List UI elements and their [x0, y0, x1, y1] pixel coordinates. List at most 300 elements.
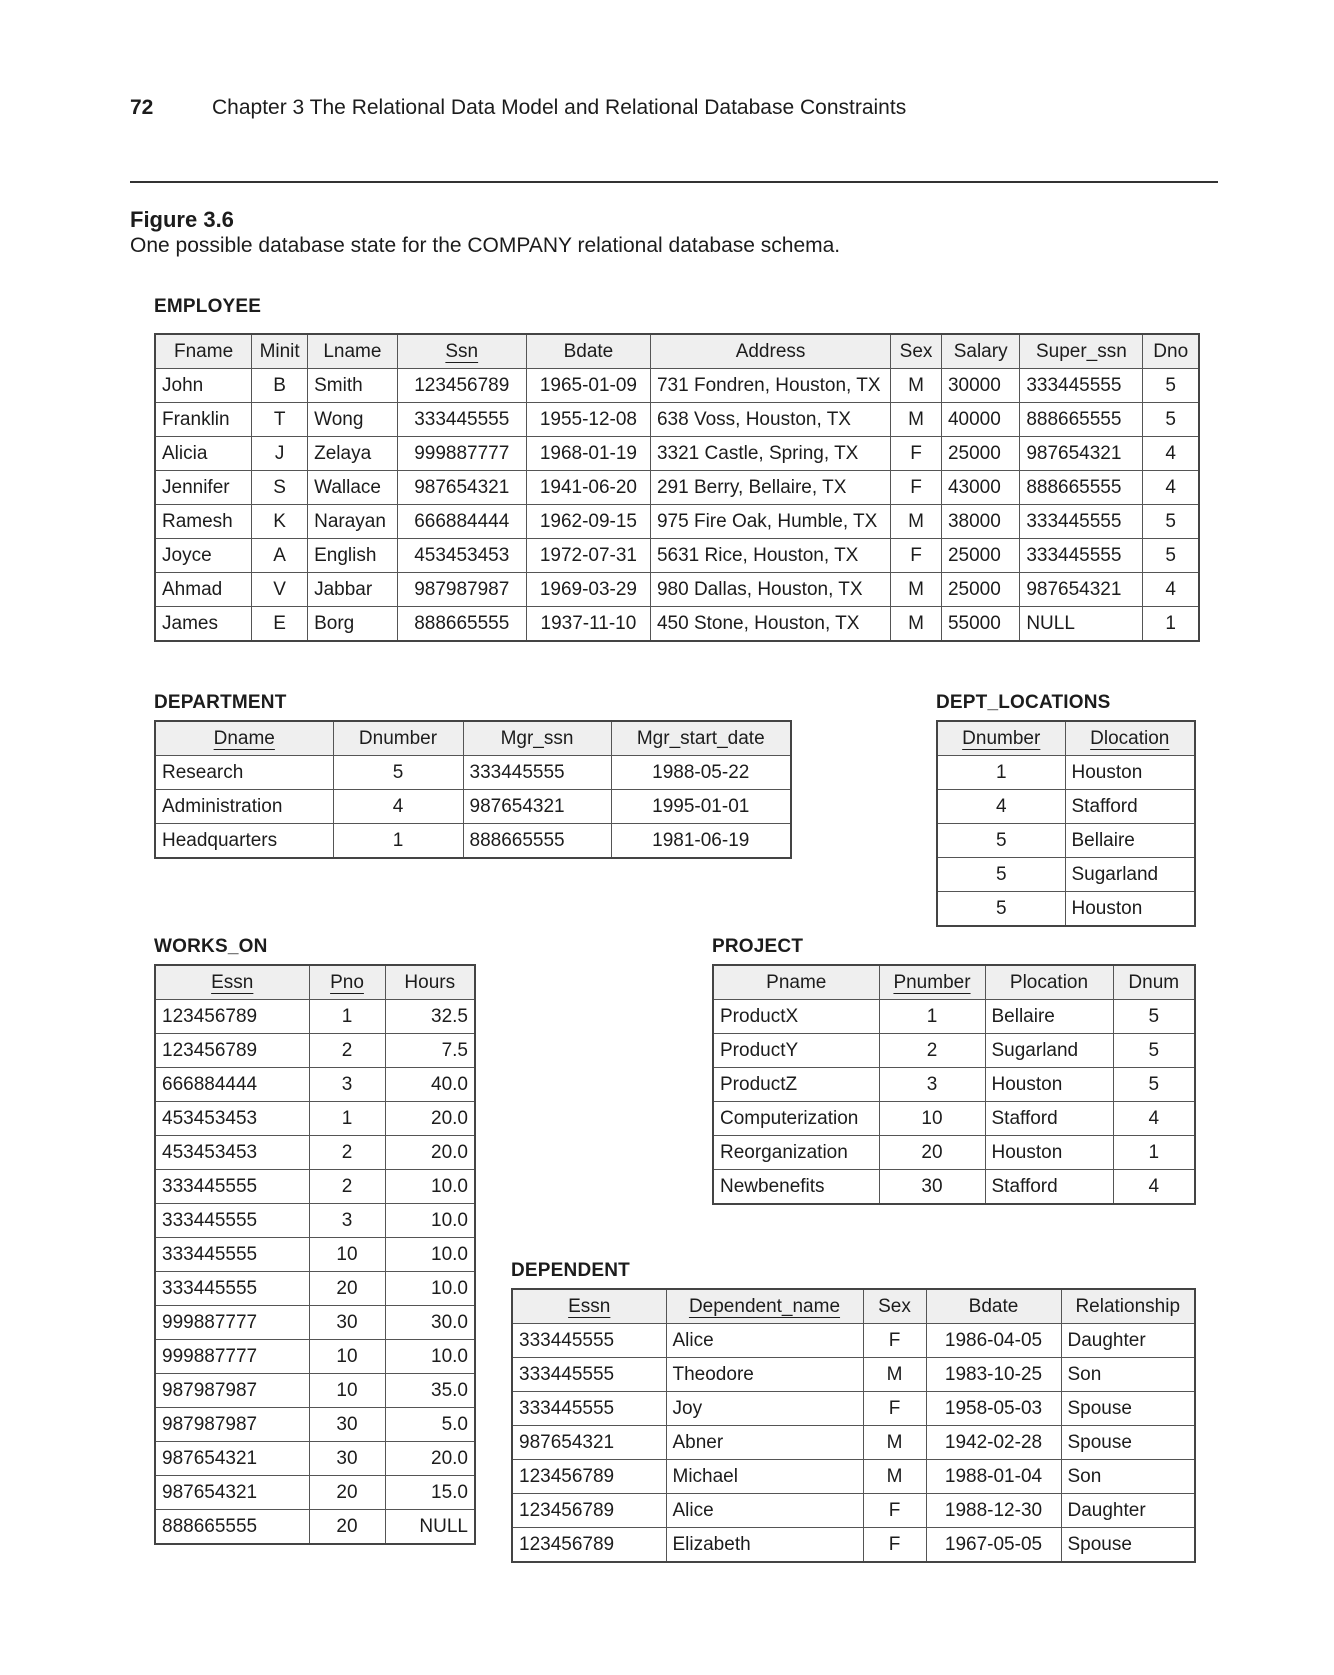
table-cell: 1965-01-09 — [526, 369, 650, 403]
table-cell: J — [252, 437, 308, 471]
works-on-table — [154, 964, 476, 1545]
table-cell: Smith — [308, 369, 398, 403]
table-cell: 987654321 — [155, 1442, 309, 1476]
table-row — [155, 471, 1199, 505]
table-cell: 10.0 — [385, 1238, 475, 1272]
column-header — [891, 334, 942, 369]
table-row — [155, 1238, 475, 1272]
column-label: Address — [735, 340, 806, 362]
table-cell: 3321 Castle, Spring, TX — [650, 437, 890, 471]
table-cell: 5 — [937, 858, 1065, 892]
table-cell: Research — [155, 756, 333, 790]
table-cell: Joyce — [155, 539, 252, 573]
column-label: Dnum — [1128, 971, 1180, 993]
primary-key-label: Dependent_name — [688, 1295, 841, 1317]
table-cell: Spouse — [1061, 1426, 1195, 1460]
table-cell: F — [863, 1324, 926, 1358]
table-cell: M — [863, 1426, 926, 1460]
table-cell: Administration — [155, 790, 333, 824]
column-header — [155, 334, 252, 369]
table-cell: 333445555 — [512, 1392, 666, 1426]
table-row — [512, 1494, 1195, 1528]
table-cell: 987654321 — [512, 1426, 666, 1460]
table-cell: Reorganization — [713, 1136, 879, 1170]
table-row — [155, 1136, 475, 1170]
table-cell: Houston — [1065, 756, 1195, 790]
table-cell: 1942-02-28 — [926, 1426, 1061, 1460]
table-cell: 5 — [1143, 505, 1199, 539]
primary-key-label: Pnumber — [893, 971, 971, 993]
table-cell: 5 — [1143, 539, 1199, 573]
table-cell: 20.0 — [385, 1136, 475, 1170]
table-cell: 453453453 — [397, 539, 526, 573]
column-header — [985, 965, 1113, 1000]
table-cell: 25000 — [941, 437, 1019, 471]
table-cell: 999887777 — [155, 1306, 309, 1340]
table-cell: 987654321 — [1020, 573, 1143, 607]
table-cell: 55000 — [941, 607, 1019, 642]
table-row — [155, 1340, 475, 1374]
table-cell: 20 — [879, 1136, 985, 1170]
table-cell: Theodore — [666, 1358, 863, 1392]
table-row — [512, 1392, 1195, 1426]
table-cell: V — [252, 573, 308, 607]
table-cell: 20.0 — [385, 1102, 475, 1136]
table-cell: Michael — [666, 1460, 863, 1494]
column-header — [308, 334, 398, 369]
table-cell: ProductY — [713, 1034, 879, 1068]
table-cell: 888665555 — [1020, 403, 1143, 437]
column-label: Fname — [174, 340, 234, 362]
table-cell: NULL — [1020, 607, 1143, 642]
table-cell: 123456789 — [512, 1494, 666, 1528]
table-cell: 30 — [879, 1170, 985, 1205]
table-cell: 20 — [309, 1476, 385, 1510]
table-row — [155, 824, 791, 859]
table-cell: 453453453 — [155, 1102, 309, 1136]
table-cell: 888665555 — [1020, 471, 1143, 505]
table-cell: 1 — [1113, 1136, 1195, 1170]
header-rule — [130, 181, 1218, 183]
table-cell: 888665555 — [463, 824, 611, 859]
column-label: Mgr_ssn — [500, 727, 574, 749]
table-cell: 43000 — [941, 471, 1019, 505]
table-cell: 4 — [1143, 437, 1199, 471]
table-cell: 4 — [333, 790, 463, 824]
column-label: Super_ssn — [1035, 340, 1127, 362]
table-cell: Spouse — [1061, 1528, 1195, 1563]
table-row — [713, 1068, 1195, 1102]
table-cell: Zelaya — [308, 437, 398, 471]
works-on-title: WORKS_ON — [154, 936, 268, 957]
column-header — [650, 334, 890, 369]
column-label: Relationship — [1075, 1295, 1181, 1317]
table-cell: Joy — [666, 1392, 863, 1426]
table-row — [512, 1460, 1195, 1494]
table-cell: K — [252, 505, 308, 539]
column-label: Dno — [1153, 340, 1189, 362]
table-cell: 4 — [1113, 1102, 1195, 1136]
table-row — [155, 1170, 475, 1204]
table-cell: 4 — [937, 790, 1065, 824]
table-cell: Bellaire — [985, 1000, 1113, 1034]
table-row — [937, 790, 1195, 824]
table-cell: 1986-04-05 — [926, 1324, 1061, 1358]
table-cell: 333445555 — [155, 1272, 309, 1306]
table-cell: 15.0 — [385, 1476, 475, 1510]
table-cell: 10 — [309, 1340, 385, 1374]
table-cell: 30000 — [941, 369, 1019, 403]
table-cell: M — [891, 505, 942, 539]
column-header — [526, 334, 650, 369]
column-label: Dnumber — [358, 727, 438, 749]
table-cell: Sugarland — [985, 1034, 1113, 1068]
column-header — [397, 334, 526, 369]
table-cell: James — [155, 607, 252, 642]
dependent-header-row — [512, 1289, 1195, 1324]
table-cell: F — [891, 437, 942, 471]
table-row — [155, 505, 1199, 539]
table-cell: 1 — [1143, 607, 1199, 642]
table-cell: T — [252, 403, 308, 437]
table-cell: 1941-06-20 — [526, 471, 650, 505]
table-cell: B — [252, 369, 308, 403]
table-cell: 1988-05-22 — [611, 756, 791, 790]
table-cell: 5 — [1143, 369, 1199, 403]
dependent-table — [511, 1288, 1196, 1563]
table-cell: 666884444 — [155, 1068, 309, 1102]
table-cell: 987654321 — [155, 1476, 309, 1510]
table-cell: Wallace — [308, 471, 398, 505]
table-cell: 30 — [309, 1306, 385, 1340]
table-cell: John — [155, 369, 252, 403]
table-cell: Stafford — [985, 1102, 1113, 1136]
dept-locations-table — [936, 720, 1196, 927]
column-header — [309, 965, 385, 1000]
table-row — [155, 403, 1199, 437]
table-row — [512, 1528, 1195, 1563]
table-cell: Franklin — [155, 403, 252, 437]
table-row — [155, 756, 791, 790]
table-cell: 10 — [309, 1374, 385, 1408]
table-cell: 35.0 — [385, 1374, 475, 1408]
column-label: Hours — [404, 971, 456, 993]
table-cell: 5 — [1113, 1068, 1195, 1102]
table-cell: 1 — [309, 1102, 385, 1136]
table-cell: 291 Berry, Bellaire, TX — [650, 471, 890, 505]
table-cell: Abner — [666, 1426, 863, 1460]
column-header — [1020, 334, 1143, 369]
primary-key-label: Essn — [211, 971, 254, 993]
column-label: Sex — [899, 340, 933, 362]
table-cell: 123456789 — [512, 1460, 666, 1494]
table-cell: M — [891, 403, 942, 437]
table-cell: English — [308, 539, 398, 573]
table-cell: Daughter — [1061, 1324, 1195, 1358]
table-cell: Son — [1061, 1358, 1195, 1392]
table-cell: 987654321 — [463, 790, 611, 824]
column-header — [333, 721, 463, 756]
table-cell: 2 — [309, 1136, 385, 1170]
column-header — [1065, 721, 1195, 756]
table-cell: 20 — [309, 1272, 385, 1306]
table-row — [155, 1068, 475, 1102]
table-cell: 666884444 — [397, 505, 526, 539]
primary-key-label: Dnumber — [962, 727, 1041, 749]
table-cell: Ahmad — [155, 573, 252, 607]
figure-label: Figure 3.6 — [130, 207, 234, 232]
table-cell: M — [891, 369, 942, 403]
table-cell: 333445555 — [463, 756, 611, 790]
table-row — [155, 437, 1199, 471]
table-cell: 7.5 — [385, 1034, 475, 1068]
table-cell: 5 — [333, 756, 463, 790]
table-row — [155, 1102, 475, 1136]
column-header — [713, 965, 879, 1000]
table-cell: F — [891, 471, 942, 505]
table-cell: 123456789 — [155, 1034, 309, 1068]
table-cell: Jabbar — [308, 573, 398, 607]
table-cell: 25000 — [941, 539, 1019, 573]
table-row — [155, 539, 1199, 573]
table-cell: 1962-09-15 — [526, 505, 650, 539]
table-cell: F — [863, 1392, 926, 1426]
table-cell: 333445555 — [512, 1324, 666, 1358]
dependent-title: DEPENDENT — [511, 1260, 630, 1281]
table-cell: 1988-12-30 — [926, 1494, 1061, 1528]
table-cell: 10.0 — [385, 1170, 475, 1204]
table-cell: 333445555 — [155, 1170, 309, 1204]
table-cell: F — [863, 1494, 926, 1528]
table-cell: Elizabeth — [666, 1528, 863, 1563]
table-row — [713, 1136, 1195, 1170]
table-cell: Son — [1061, 1460, 1195, 1494]
table-cell: 1 — [333, 824, 463, 859]
table-cell: Houston — [985, 1068, 1113, 1102]
column-header — [1143, 334, 1199, 369]
table-row — [155, 1204, 475, 1238]
table-cell: 453453453 — [155, 1136, 309, 1170]
table-cell: Narayan — [308, 505, 398, 539]
project-table — [712, 964, 1196, 1205]
table-cell: 999887777 — [155, 1340, 309, 1374]
table-row — [937, 756, 1195, 790]
table-cell: 5.0 — [385, 1408, 475, 1442]
table-cell: Stafford — [1065, 790, 1195, 824]
table-cell: 5 — [937, 824, 1065, 858]
table-cell: E — [252, 607, 308, 642]
table-row — [937, 858, 1195, 892]
table-row — [512, 1426, 1195, 1460]
table-cell: 333445555 — [397, 403, 526, 437]
table-cell: ProductZ — [713, 1068, 879, 1102]
table-cell: M — [863, 1358, 926, 1392]
department-header-row — [155, 721, 791, 756]
primary-key-label: Dlocation — [1090, 727, 1170, 749]
table-row — [512, 1324, 1195, 1358]
column-header — [463, 721, 611, 756]
column-label: Mgr_start_date — [636, 727, 765, 749]
table-cell: 1958-05-03 — [926, 1392, 1061, 1426]
table-cell: 30.0 — [385, 1306, 475, 1340]
column-header — [252, 334, 308, 369]
table-cell: 10.0 — [385, 1272, 475, 1306]
table-row — [155, 1034, 475, 1068]
table-cell: 980 Dallas, Houston, TX — [650, 573, 890, 607]
table-cell: 333445555 — [155, 1204, 309, 1238]
project-title: PROJECT — [712, 936, 804, 957]
table-row — [155, 790, 791, 824]
table-cell: 3 — [309, 1068, 385, 1102]
table-cell: 731 Fondren, Houston, TX — [650, 369, 890, 403]
table-row — [155, 573, 1199, 607]
table-cell: 987654321 — [397, 471, 526, 505]
table-cell: 333445555 — [1020, 539, 1143, 573]
table-row — [713, 1170, 1195, 1205]
primary-key-label: Essn — [568, 1295, 611, 1317]
table-cell: 32.5 — [385, 1000, 475, 1034]
table-cell: 333445555 — [155, 1238, 309, 1272]
works-on-header-row — [155, 965, 475, 1000]
table-cell: 1 — [879, 1000, 985, 1034]
column-header — [512, 1289, 666, 1324]
table-cell: Alice — [666, 1494, 863, 1528]
table-cell: 1981-06-19 — [611, 824, 791, 859]
table-cell: 40000 — [941, 403, 1019, 437]
table-cell: 1969-03-29 — [526, 573, 650, 607]
table-row — [155, 1272, 475, 1306]
table-cell: Houston — [1065, 892, 1195, 927]
table-cell: Stafford — [985, 1170, 1113, 1205]
table-cell: 987987987 — [397, 573, 526, 607]
table-cell: Bellaire — [1065, 824, 1195, 858]
table-row — [155, 1510, 475, 1545]
table-cell: 123456789 — [512, 1528, 666, 1563]
column-header — [155, 965, 309, 1000]
column-header — [1113, 965, 1195, 1000]
dept-locations-title: DEPT_LOCATIONS — [936, 692, 1111, 713]
dept-locations-header-row — [937, 721, 1195, 756]
table-cell: Spouse — [1061, 1392, 1195, 1426]
employee-table — [154, 333, 1200, 642]
table-cell: 5631 Rice, Houston, TX — [650, 539, 890, 573]
table-cell: 1988-01-04 — [926, 1460, 1061, 1494]
table-cell: 987987987 — [155, 1408, 309, 1442]
column-label: Minit — [259, 340, 300, 362]
table-cell: Newbenefits — [713, 1170, 879, 1205]
table-cell: 2 — [309, 1170, 385, 1204]
department-title: DEPARTMENT — [154, 692, 287, 713]
table-cell: 5 — [937, 892, 1065, 927]
column-header — [611, 721, 791, 756]
table-cell: 10.0 — [385, 1340, 475, 1374]
table-cell: 1967-05-05 — [926, 1528, 1061, 1563]
table-cell: A — [252, 539, 308, 573]
primary-key-label: Dname — [213, 727, 275, 749]
column-header — [937, 721, 1065, 756]
table-cell: 123456789 — [155, 1000, 309, 1034]
table-cell: Alice — [666, 1324, 863, 1358]
table-cell: 987654321 — [1020, 437, 1143, 471]
table-cell: 1937-11-10 — [526, 607, 650, 642]
table-cell: 1 — [309, 1000, 385, 1034]
table-cell: Daughter — [1061, 1494, 1195, 1528]
table-cell: 5 — [1143, 403, 1199, 437]
table-cell: 4 — [1143, 471, 1199, 505]
table-cell: Computerization — [713, 1102, 879, 1136]
column-label: Salary — [953, 340, 1008, 362]
column-label: Bdate — [968, 1295, 1019, 1317]
table-cell: ProductX — [713, 1000, 879, 1034]
project-header-row — [713, 965, 1195, 1000]
table-cell: 1972-07-31 — [526, 539, 650, 573]
table-cell: 20 — [309, 1510, 385, 1545]
table-cell: F — [863, 1528, 926, 1563]
table-cell: M — [891, 607, 942, 642]
table-cell: Borg — [308, 607, 398, 642]
table-row — [155, 369, 1199, 403]
table-cell: Jennifer — [155, 471, 252, 505]
column-header — [155, 721, 333, 756]
column-label: Plocation — [1009, 971, 1089, 993]
table-cell: 2 — [879, 1034, 985, 1068]
table-cell: 333445555 — [1020, 369, 1143, 403]
table-cell: F — [891, 539, 942, 573]
table-cell: 1983-10-25 — [926, 1358, 1061, 1392]
table-row — [155, 1374, 475, 1408]
column-label: Sex — [878, 1295, 911, 1317]
table-cell: 3 — [309, 1204, 385, 1238]
column-label: Pname — [766, 971, 827, 993]
table-cell: Houston — [985, 1136, 1113, 1170]
table-cell: M — [891, 573, 942, 607]
table-cell: 3 — [879, 1068, 985, 1102]
column-header — [926, 1289, 1061, 1324]
figure-caption: One possible database state for the COMPANY relational database schema. — [130, 234, 841, 257]
table-cell: 333445555 — [512, 1358, 666, 1392]
table-cell: Wong — [308, 403, 398, 437]
page-number: 72 — [130, 96, 154, 119]
table-cell: 999887777 — [397, 437, 526, 471]
table-cell: 975 Fire Oak, Humble, TX — [650, 505, 890, 539]
table-cell: 123456789 — [397, 369, 526, 403]
table-cell: 638 Voss, Houston, TX — [650, 403, 890, 437]
column-header — [879, 965, 985, 1000]
table-cell: 1 — [937, 756, 1065, 790]
table-cell: 10 — [309, 1238, 385, 1272]
table-cell: 38000 — [941, 505, 1019, 539]
column-header — [863, 1289, 926, 1324]
table-row — [155, 1306, 475, 1340]
primary-key-label: Ssn — [445, 340, 479, 362]
table-cell: 20.0 — [385, 1442, 475, 1476]
table-cell: 10 — [879, 1102, 985, 1136]
table-cell: NULL — [385, 1510, 475, 1545]
table-row — [512, 1358, 1195, 1392]
table-cell: M — [863, 1460, 926, 1494]
table-cell: 2 — [309, 1034, 385, 1068]
table-cell: 25000 — [941, 573, 1019, 607]
table-cell: 30 — [309, 1442, 385, 1476]
table-cell: Sugarland — [1065, 858, 1195, 892]
table-cell: Alicia — [155, 437, 252, 471]
department-table — [154, 720, 792, 859]
table-cell: 4 — [1113, 1170, 1195, 1205]
primary-key-label: Pno — [330, 971, 364, 993]
table-row — [155, 1476, 475, 1510]
table-row — [937, 892, 1195, 927]
column-header — [666, 1289, 863, 1324]
